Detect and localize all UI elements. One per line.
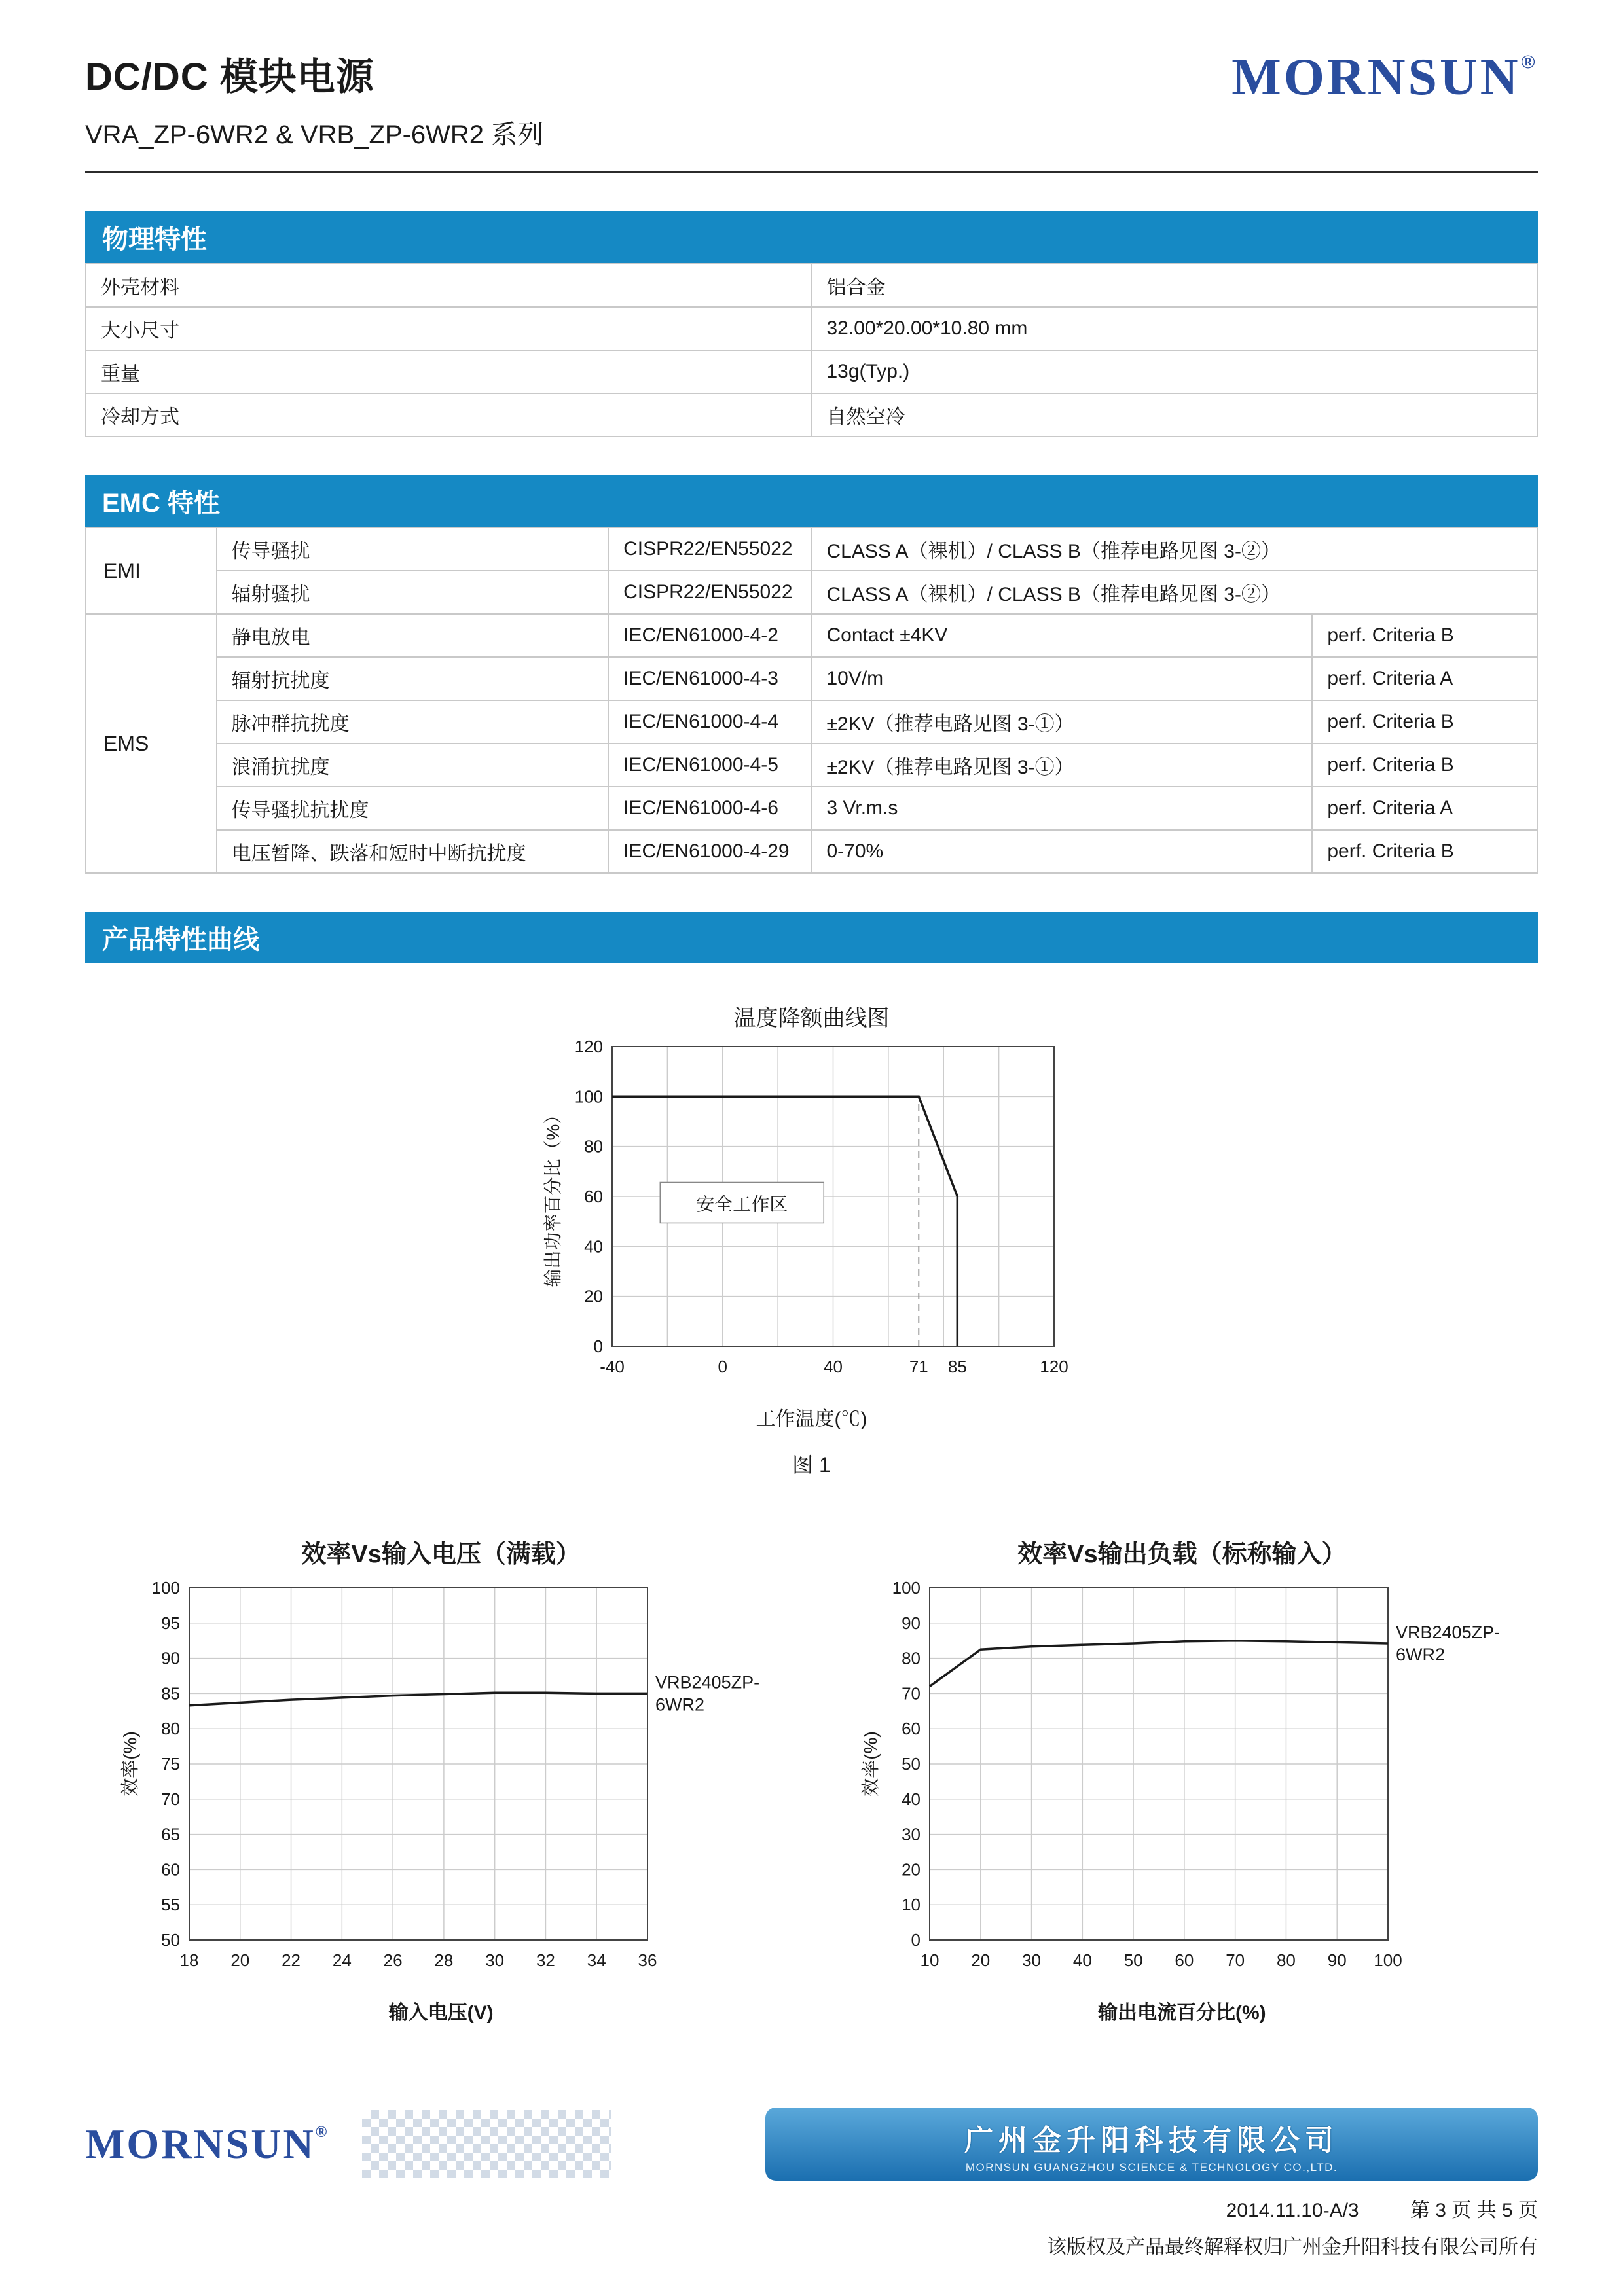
page-header <box>85 46 1538 151</box>
header-title-block <box>85 46 543 151</box>
svg-text:30: 30 <box>484 1950 504 1970</box>
company-name-cn: 广州金升阳科技有限公司 <box>964 2125 1339 2157</box>
svg-text:120: 120 <box>1039 1357 1068 1376</box>
svg-text:20: 20 <box>583 1286 603 1306</box>
page-number: 第 3 页 共 5 页 <box>1410 2200 1538 2221</box>
emc-item: 辐射抗扰度 <box>217 657 609 700</box>
emc-item: 电压暂降、跌落和短时中断抗扰度 <box>217 830 609 873</box>
emc-criteria: perf. Criteria B <box>1312 830 1537 873</box>
svg-text:20: 20 <box>971 1950 991 1970</box>
mornsun-logo-text: MORNSUN <box>1231 48 1521 106</box>
chart-xlabel: 输出电流百分比(%) <box>1098 2002 1266 2024</box>
spec-value: 铝合金 <box>812 264 1538 307</box>
company-bar <box>765 2108 1538 2181</box>
efficiency-vs-input-block <box>85 1534 797 2025</box>
section-header-physical: 物理特性 <box>85 211 1538 263</box>
svg-text:90: 90 <box>902 1613 921 1633</box>
spec-value: 13g(Typ.) <box>812 350 1538 393</box>
svg-text:30: 30 <box>1022 1950 1042 1970</box>
table-row <box>86 787 1537 830</box>
emc-group-label: EMS <box>86 614 217 873</box>
spec-label: 大小尺寸 <box>86 307 812 350</box>
emc-item: 浪涌抗扰度 <box>217 744 609 787</box>
emc-standard: CISPR22/EN55022 <box>608 571 811 614</box>
emc-standard: IEC/EN61000-4-29 <box>608 830 811 873</box>
emc-item: 脉冲群抗扰度 <box>217 700 609 744</box>
svg-text:40: 40 <box>1073 1950 1093 1970</box>
emc-value: CLASS A（裸机）/ CLASS B（推荐电路见图 3-②） <box>811 528 1537 571</box>
svg-text:50: 50 <box>902 1754 921 1774</box>
svg-text:120: 120 <box>574 1037 603 1056</box>
emc-standard: IEC/EN61000-4-4 <box>608 700 811 744</box>
svg-text:80: 80 <box>902 1648 921 1668</box>
figure-caption: 图 1 <box>792 1453 831 1477</box>
emc-table <box>85 527 1538 874</box>
emc-standard: IEC/EN61000-4-6 <box>608 787 811 830</box>
svg-text:30: 30 <box>902 1824 921 1844</box>
svg-text:效率(%): 效率(%) <box>860 1731 881 1797</box>
svg-text:0: 0 <box>718 1357 727 1376</box>
emc-value: Contact ±4KV <box>811 614 1312 657</box>
svg-text:0: 0 <box>593 1336 603 1356</box>
emc-standard: IEC/EN61000-4-3 <box>608 657 811 700</box>
emc-item: 传导骚扰 <box>217 528 609 571</box>
pixel-decoration <box>362 2110 611 2178</box>
section-header-emc: EMC 特性 <box>85 475 1538 527</box>
svg-text:6WR2: 6WR2 <box>655 1695 704 1715</box>
emc-value: ±2KV（推荐电路见图 3-①） <box>811 700 1312 744</box>
svg-text:100: 100 <box>151 1578 180 1598</box>
svg-text:71: 71 <box>909 1357 928 1376</box>
emc-item: 辐射骚扰 <box>217 571 609 614</box>
footer-band <box>85 2108 1538 2181</box>
svg-text:100: 100 <box>574 1086 603 1107</box>
efficiency-vs-load-chart <box>854 1576 1509 1995</box>
mornsun-logo <box>1231 48 1538 106</box>
emc-criteria: perf. Criteria A <box>1312 787 1537 830</box>
spec-value: 自然空冷 <box>812 393 1538 437</box>
svg-text:22: 22 <box>281 1950 301 1970</box>
spec-value: 32.00*20.00*10.80 mm <box>812 307 1538 350</box>
svg-text:24: 24 <box>332 1950 352 1970</box>
svg-text:40: 40 <box>823 1357 843 1376</box>
emc-criteria: perf. Criteria B <box>1312 744 1537 787</box>
table-row <box>86 571 1537 614</box>
derating-chart <box>537 1035 1087 1401</box>
svg-text:10: 10 <box>920 1950 939 1970</box>
svg-text:输出功率百分比（%）: 输出功率百分比（%） <box>542 1105 563 1287</box>
svg-text:90: 90 <box>160 1648 180 1668</box>
doc-version: 2014.11.10-A/3 <box>1226 2200 1359 2221</box>
svg-text:70: 70 <box>160 1789 180 1809</box>
table-row <box>86 830 1537 873</box>
table-row <box>86 528 1537 571</box>
svg-text:10: 10 <box>902 1895 921 1915</box>
emc-criteria: perf. Criteria A <box>1312 657 1537 700</box>
chart-xlabel: 输入电压(V) <box>388 2002 494 2024</box>
svg-text:80: 80 <box>160 1719 180 1739</box>
svg-text:VRB2405ZP-: VRB2405ZP- <box>655 1672 759 1693</box>
svg-text:34: 34 <box>587 1950 606 1970</box>
svg-text:40: 40 <box>583 1236 603 1257</box>
emc-value: ±2KV（推荐电路见图 3-①） <box>811 744 1312 787</box>
svg-text:-40: -40 <box>599 1357 625 1376</box>
efficiency-vs-input-chart <box>114 1576 769 1995</box>
registered-mark: ® <box>315 2124 329 2141</box>
svg-text:100: 100 <box>892 1578 921 1598</box>
emc-value: CLASS A（裸机）/ CLASS B（推荐电路见图 3-②） <box>811 571 1537 614</box>
copyright-notice: 该版权及产品最终解释权归广州金升阳科技有限公司所有 <box>1047 2236 1538 2258</box>
emc-value: 0-70% <box>811 830 1312 873</box>
svg-text:70: 70 <box>902 1683 921 1704</box>
spec-label: 重量 <box>86 350 812 393</box>
table-row <box>86 700 1537 744</box>
svg-text:100: 100 <box>1374 1950 1403 1970</box>
svg-text:65: 65 <box>160 1824 180 1844</box>
chart-title: 效率Vs输出负载（标称输入） <box>1017 1541 1347 1568</box>
page-title: DC/DC 模块电源 <box>85 56 374 98</box>
header-divider <box>85 171 1538 173</box>
emc-group-label: EMI <box>86 528 217 614</box>
svg-text:55: 55 <box>160 1895 180 1915</box>
emc-criteria: perf. Criteria B <box>1312 700 1537 744</box>
svg-text:50: 50 <box>160 1930 180 1950</box>
emc-item: 传导骚扰抗扰度 <box>217 787 609 830</box>
emc-standard: IEC/EN61000-4-5 <box>608 744 811 787</box>
physical-table <box>85 263 1538 437</box>
emc-item: 静电放电 <box>217 614 609 657</box>
svg-text:85: 85 <box>160 1683 180 1704</box>
mornsun-footer-logo <box>85 2120 329 2168</box>
svg-text:36: 36 <box>638 1950 657 1970</box>
svg-text:95: 95 <box>160 1613 180 1633</box>
spec-label: 外壳材料 <box>86 264 812 307</box>
svg-text:6WR2: 6WR2 <box>1396 1645 1446 1665</box>
svg-text:85: 85 <box>947 1357 967 1376</box>
footer-meta <box>85 2194 1538 2223</box>
svg-text:安全工作区: 安全工作区 <box>695 1194 788 1215</box>
svg-text:20: 20 <box>230 1950 249 1970</box>
chart-title: 温度降额曲线图 <box>733 1006 890 1031</box>
svg-text:20: 20 <box>902 1859 921 1880</box>
svg-text:28: 28 <box>434 1950 453 1970</box>
table-row <box>86 614 1537 657</box>
svg-text:60: 60 <box>160 1859 180 1880</box>
emc-value: 10V/m <box>811 657 1312 700</box>
table-row <box>86 393 1537 437</box>
table-row <box>86 264 1537 307</box>
registered-mark: ® <box>1520 51 1538 73</box>
efficiency-charts-row <box>85 1534 1538 2025</box>
chart-title: 效率Vs输入电压（满载） <box>301 1541 581 1568</box>
svg-text:50: 50 <box>1123 1950 1143 1970</box>
table-row <box>86 307 1537 350</box>
svg-text:VRB2405ZP-: VRB2405ZP- <box>1396 1623 1501 1643</box>
spec-label: 冷却方式 <box>86 393 812 437</box>
emc-criteria: perf. Criteria B <box>1312 614 1537 657</box>
mornsun-footer-logo-text: MORNSUN <box>85 2121 316 2167</box>
svg-text:40: 40 <box>902 1789 921 1809</box>
table-row <box>86 657 1537 700</box>
svg-text:70: 70 <box>1226 1950 1245 1970</box>
efficiency-vs-load-block <box>826 1534 1538 2025</box>
svg-text:60: 60 <box>1175 1950 1194 1970</box>
svg-text:75: 75 <box>160 1754 180 1774</box>
table-row <box>86 350 1537 393</box>
svg-text:60: 60 <box>583 1187 603 1206</box>
svg-text:60: 60 <box>902 1719 921 1739</box>
company-name-en: MORNSUN GUANGZHOU SCIENCE & TECHNOLOGY CO.,LTD. <box>965 2161 1338 2174</box>
svg-text:26: 26 <box>383 1950 403 1970</box>
chart-xlabel: 工作温度(℃) <box>756 1408 867 1430</box>
svg-text:32: 32 <box>536 1950 555 1970</box>
emc-standard: IEC/EN61000-4-2 <box>608 614 811 657</box>
section-header-curves: 产品特性曲线 <box>85 912 1538 963</box>
svg-text:80: 80 <box>583 1136 603 1157</box>
table-row <box>86 744 1537 787</box>
emc-standard: CISPR22/EN55022 <box>608 528 811 571</box>
svg-text:80: 80 <box>1277 1950 1296 1970</box>
svg-text:效率(%): 效率(%) <box>119 1731 140 1797</box>
emc-value: 3 Vr.m.s <box>811 787 1312 830</box>
svg-text:18: 18 <box>179 1950 199 1970</box>
derating-chart-block <box>85 1000 1538 1479</box>
svg-text:0: 0 <box>911 1930 921 1950</box>
series-subtitle: VRA_ZP-6WR2 & VRB_ZP-6WR2 系列 <box>85 120 544 149</box>
page-footer <box>85 2108 1538 2259</box>
svg-text:90: 90 <box>1328 1950 1347 1970</box>
